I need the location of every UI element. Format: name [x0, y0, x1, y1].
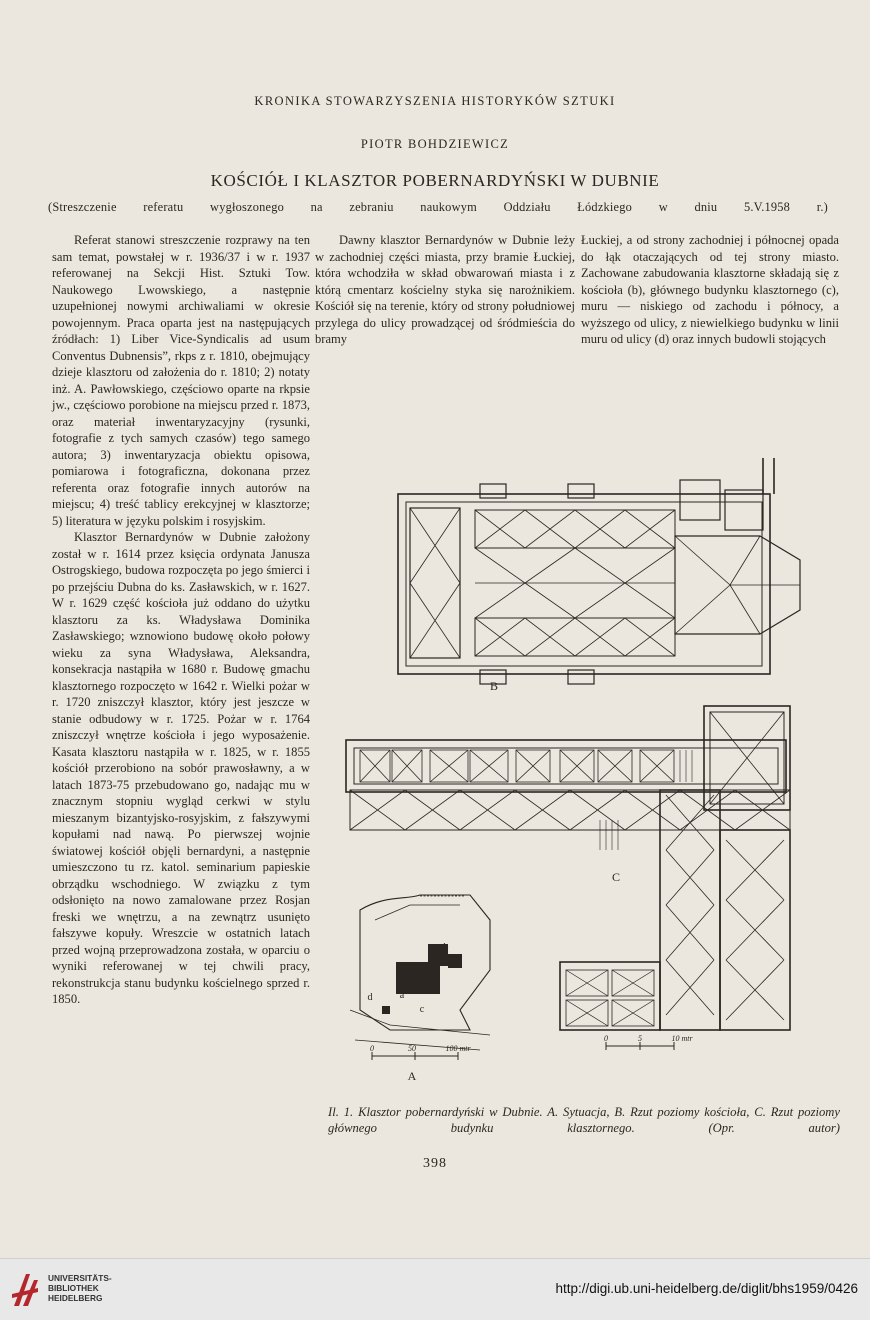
scale-c-5: 5 — [638, 1034, 642, 1043]
permalink-url[interactable]: http://digi.ub.uni-heidelberg.de/diglit/bhs1959/0426 — [555, 1281, 858, 1296]
library-name-line3: HEIDELBERG — [48, 1293, 103, 1303]
text-column-middle — [315, 232, 575, 348]
plan-label-a: A — [407, 1069, 417, 1083]
plan-label-b: B — [489, 679, 499, 693]
paragraph-location-cont: Łuckiej, a od strony zachodniej i północnej opada do łąk otaczających od tej strony miasto. Zachowane zabudowania klasztorne składają się z kościoła (b), głównego budynku klasztornego (c), muru — niskiego od zachodu i północy, a wyższego od ulicy, z niewielkiego budynku w linii muru od ulicy (d) oraz innych budowli stojących — [581, 233, 839, 346]
plan-label-c: C — [611, 870, 621, 884]
scale-c-10: 10 mtr — [671, 1034, 693, 1043]
church-plan — [398, 458, 800, 684]
paragraph-location: Dawny klasztor Bernardynów w Dubnie leży w zachodniej części miasta, przy bramie Łuckiej, która wchodziła w skład obwarowań miasta i z którą cmentarz kościelny styka się narożnikiem. Kościół się na terenie, który od strony południowej przylega do ulicy prowadzącej od śródmieścia do bramy — [315, 233, 575, 346]
running-head: KRONIKA STOWARZYSZENIA HISTORYKÓW SZTUKI — [254, 94, 616, 108]
viewer-footer — [0, 1258, 870, 1320]
text-column-left — [52, 232, 310, 1008]
scale-a-0: 0 — [370, 1044, 374, 1053]
paragraph-sources: Referat stanowi streszczenie rozprawy na ten sam temat, powstałej w r. 1936/37 i w r. 1937 referowanej na Sekcji Hist. Sztuki Tow. Naukowego Lwowskiego, a następnie uzupełnionej nowymi archiwaliami w okresie powojennym. Praca oparta jest na następujących źródłach: 1) Liber Vice-Syndicalis ad usum Conventus Dubnensis”, rkps z r. 1810, obejmujący dzieje klasztoru od założenia do r. 1810; 2) notaty inż. A. Pawłowskiego, częściowo oparte na rkpsie jw., częściowo porobione na miejscu przed r. 1873, oraz materiał inwentaryzacyjny (rysunki, fotografie z tych samych czasów) tego samego autora; 3) inwentaryzacja obiektu opisowa, pomiarowa i fotograficzna, dokonana przez referenta oraz fotografie innych autorów na miejscu; 4) treść tablicy erekcyjnej w klasztorze; 5) literatura w języku polskim i rosyjskim. — [52, 233, 310, 528]
scale-a-50: 50 — [408, 1044, 416, 1053]
site-label-c: c — [419, 1004, 425, 1015]
site-label-d: d — [367, 992, 373, 1003]
scale-c-0: 0 — [604, 1034, 608, 1043]
article-subtitle: (Streszczenie referatu wygłoszonego na zebraniu naukowym Oddziału Łódzkiego w dniu 5.V.1958 r.) — [48, 200, 828, 214]
university-library-logo-icon[interactable] — [10, 1270, 42, 1310]
article-title: KOŚCIÓŁ I KLASZTOR POBERNARDYŃSKI W DUBNIE — [210, 171, 660, 190]
page-number: 398 — [423, 1156, 447, 1171]
library-name-line2: BIBLIOTHEK — [48, 1283, 99, 1293]
text-column-right — [581, 232, 839, 348]
site-label-b: b — [443, 942, 449, 953]
scale-a-100: 100 mtr — [445, 1044, 471, 1053]
paragraph-history: Klasztor Bernardynów w Dubnie założony został w r. 1614 przez księcia ordynata Janusza Ostrogskiego, budowa rozpoczęta po jego śmierci i po przejściu Dubna do ks. Zasławskich, w r. 1627. W r. 1629 część kościoła już oddano do użytku klasztoru za ks. Władysława Dominika Zasławskiego; wznowiono budowę około połowy wieku za syna Władysława, Aleksandra, konsekracja nastąpiła w 1680 r. Budowę gmachu klasztornego rozpoczęto w 1642 r. Wielki pożar w r. 1720 zniszczył klasztor, który jest jeszcze w stanie odbudowy w r. 1725. Pożar w r. 1764 zniszczył wnętrze kościoła i jego wyposażenie. Kasata klasztoru nastąpiła w r. 1825, w r. 1855 kościół przerobiono na sobór prawosławny, a w latach 1873-75 przebudowano go, nadając mu w znacznym stopniu wygląd cerkwi w stylu mieszanym bizantyjsko-rosyjskim, z fałszywymi kopułami nad nawą. Po pierwszej wojnie światowej kościół objęli bernardyni, a następnie umieszczono tu rz. katol. seminarium papieskie obrządku wschodniego. W związku z tym odsłonięto na nowo zamalowane przez Rosjan freski we wnętrzu, a na zewnątrz usunięto fałszywe kopuły. Wreszcie w ostatnich latach przed wojną przeprowadzona została, w oparciu o wyniki referowanej w tej chwili pracy, rekonstrukcja stanu budynku kościelnego sprzed r. 1850. — [52, 530, 310, 1006]
figure-caption: Il. 1. Klasztor pobernardyński w Dubnie. A. Sytuacja, B. Rzut poziomy kościoła, C. Rzut poziomy głównego budynku klasztornego. (Opr. autor) — [328, 1105, 840, 1135]
author-name: PIOTR BOHDZIEWICZ — [360, 137, 510, 151]
library-name-line1: UNIVERSITÄTS- — [48, 1273, 112, 1283]
library-name[interactable] — [48, 1273, 112, 1303]
site-label-a: a — [399, 990, 405, 1001]
floor-plan-figure — [330, 450, 840, 1100]
